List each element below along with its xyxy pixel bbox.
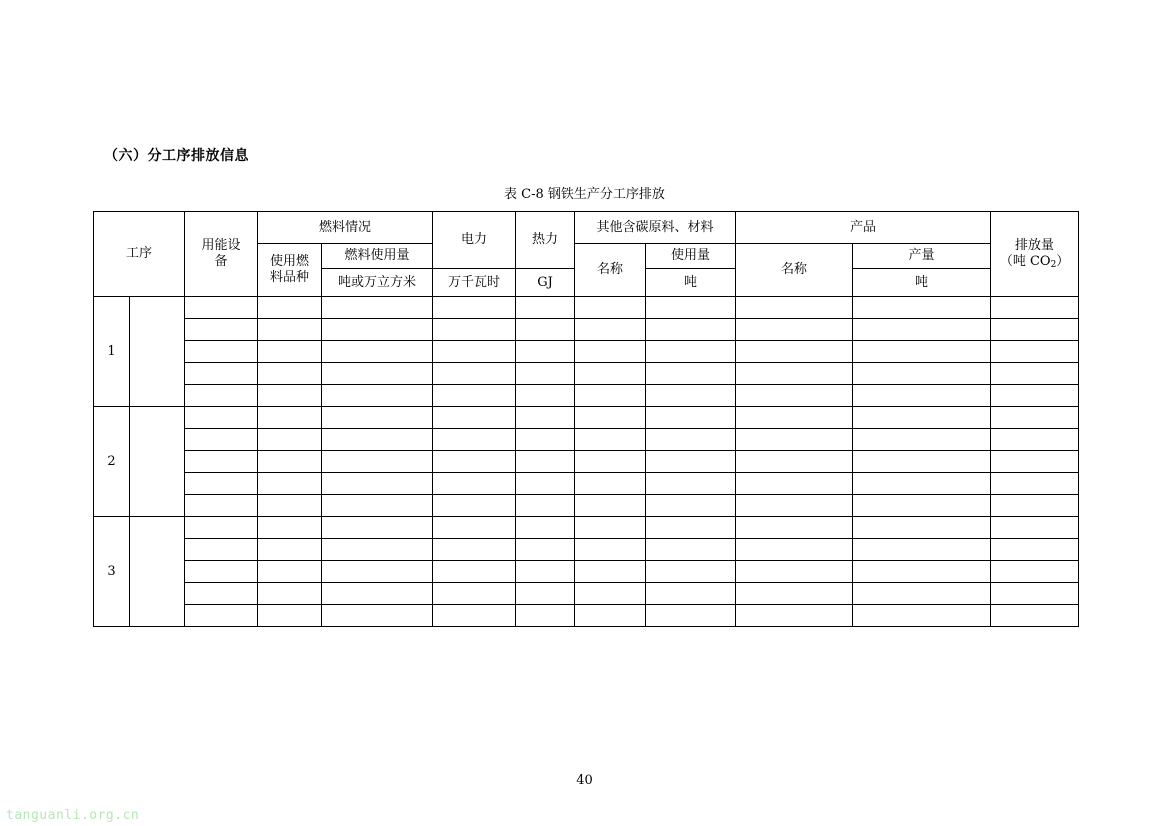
data-cell <box>736 429 853 451</box>
data-cell <box>991 451 1079 473</box>
data-cell <box>322 451 433 473</box>
table-row <box>94 429 1079 451</box>
data-cell <box>991 407 1079 429</box>
data-cell <box>258 561 322 583</box>
data-cell <box>258 429 322 451</box>
data-cell <box>185 429 258 451</box>
data-cell <box>258 319 322 341</box>
data-cell <box>575 407 646 429</box>
data-cell <box>991 473 1079 495</box>
data-cell <box>185 363 258 385</box>
data-cell <box>736 583 853 605</box>
header-electricity-unit: 万千瓦时 <box>433 269 516 297</box>
data-cell <box>516 451 575 473</box>
data-cell <box>516 517 575 539</box>
data-cell <box>433 495 516 517</box>
data-cell <box>646 319 736 341</box>
data-cell <box>575 297 646 319</box>
table-row <box>94 363 1079 385</box>
table-row <box>94 517 1079 539</box>
header-materials-group: 其他含碳原料、材料 <box>575 212 736 244</box>
data-cell <box>646 539 736 561</box>
data-cell <box>258 451 322 473</box>
data-cell <box>258 341 322 363</box>
table-row <box>94 451 1079 473</box>
header-fuel-usage-unit: 吨或万立方米 <box>322 269 433 297</box>
data-cell <box>853 495 991 517</box>
data-cell <box>991 539 1079 561</box>
header-product-name: 名称 <box>736 244 853 297</box>
data-cell <box>258 473 322 495</box>
header-emission: 排放量 （吨 $CO_2$） <box>991 212 1079 297</box>
data-cell <box>433 363 516 385</box>
data-cell <box>185 517 258 539</box>
data-cell <box>575 561 646 583</box>
data-cell <box>185 473 258 495</box>
table-row <box>94 605 1079 627</box>
data-cell <box>853 407 991 429</box>
data-cell <box>991 583 1079 605</box>
data-cell <box>646 429 736 451</box>
data-cell <box>433 407 516 429</box>
header-fuel-group: 燃料情况 <box>258 212 433 244</box>
data-cell <box>322 363 433 385</box>
data-cell <box>516 385 575 407</box>
data-cell <box>991 385 1079 407</box>
data-cell <box>322 407 433 429</box>
data-cell <box>575 539 646 561</box>
data-cell <box>736 451 853 473</box>
data-cell <box>516 341 575 363</box>
data-cell <box>516 473 575 495</box>
data-cell <box>853 605 991 627</box>
data-cell <box>516 297 575 319</box>
data-cell <box>736 385 853 407</box>
data-cell <box>646 363 736 385</box>
data-cell <box>516 605 575 627</box>
data-cell <box>322 473 433 495</box>
section-heading: （六）分工序排放信息 <box>104 148 249 164</box>
data-cell <box>575 363 646 385</box>
data-cell <box>322 319 433 341</box>
data-cell <box>433 341 516 363</box>
header-process: 工序 <box>94 212 185 297</box>
data-cell <box>516 539 575 561</box>
process-name-cell <box>130 297 185 407</box>
data-cell <box>185 407 258 429</box>
data-cell <box>433 539 516 561</box>
data-cell <box>258 495 322 517</box>
process-number: 3 <box>94 517 130 627</box>
data-cell <box>575 583 646 605</box>
data-cell <box>853 341 991 363</box>
data-cell <box>991 605 1079 627</box>
data-cell <box>185 605 258 627</box>
data-cell <box>258 407 322 429</box>
header-heat: 热力 <box>516 212 575 269</box>
data-cell <box>322 385 433 407</box>
data-cell <box>853 451 991 473</box>
data-cell <box>185 495 258 517</box>
data-cell <box>736 539 853 561</box>
table-row <box>94 561 1079 583</box>
data-cell <box>991 495 1079 517</box>
data-cell <box>322 583 433 605</box>
data-cell <box>991 517 1079 539</box>
data-cell <box>185 539 258 561</box>
data-cell <box>433 561 516 583</box>
data-cell <box>736 517 853 539</box>
table-row <box>94 319 1079 341</box>
page-number: 40 <box>576 773 593 788</box>
data-cell <box>322 605 433 627</box>
data-cell <box>575 429 646 451</box>
data-cell <box>853 363 991 385</box>
data-cell <box>322 561 433 583</box>
table-row <box>94 385 1079 407</box>
data-cell <box>646 297 736 319</box>
data-cell <box>646 407 736 429</box>
header-fuel-type: 使用燃料品种 <box>258 244 322 297</box>
data-cell <box>646 451 736 473</box>
table-row <box>94 407 1079 429</box>
data-cell <box>322 297 433 319</box>
process-name-cell <box>130 407 185 517</box>
data-cell <box>646 473 736 495</box>
data-cell <box>991 319 1079 341</box>
data-cell <box>185 341 258 363</box>
data-cell <box>322 495 433 517</box>
data-cell <box>433 451 516 473</box>
table-row <box>94 539 1079 561</box>
data-cell <box>433 297 516 319</box>
watermark: tanguanli.org.cn <box>6 808 140 823</box>
data-cell <box>736 319 853 341</box>
header-material-name: 名称 <box>575 244 646 297</box>
data-cell <box>258 583 322 605</box>
data-cell <box>991 429 1079 451</box>
data-cell <box>185 319 258 341</box>
table-row <box>94 341 1079 363</box>
data-cell <box>575 451 646 473</box>
data-cell <box>258 297 322 319</box>
data-cell <box>322 539 433 561</box>
data-cell <box>736 341 853 363</box>
data-cell <box>736 561 853 583</box>
table-row <box>94 583 1079 605</box>
data-cell <box>258 385 322 407</box>
data-cell <box>646 583 736 605</box>
data-cell <box>258 363 322 385</box>
data-cell <box>736 363 853 385</box>
header-product-output: 产量 <box>853 244 991 269</box>
data-cell <box>736 605 853 627</box>
data-cell <box>516 429 575 451</box>
data-cell <box>736 297 853 319</box>
data-cell <box>516 363 575 385</box>
data-cell <box>433 429 516 451</box>
data-cell <box>646 341 736 363</box>
data-cell <box>991 341 1079 363</box>
data-cell <box>575 605 646 627</box>
data-cell <box>185 385 258 407</box>
data-cell <box>258 605 322 627</box>
data-cell <box>853 385 991 407</box>
header-product-group: 产品 <box>736 212 991 244</box>
header-fuel-usage: 燃料使用量 <box>322 244 433 269</box>
data-cell <box>575 341 646 363</box>
data-cell <box>646 517 736 539</box>
data-cell <box>516 561 575 583</box>
header-heat-unit: GJ <box>516 269 575 297</box>
data-cell <box>853 583 991 605</box>
data-cell <box>646 495 736 517</box>
data-cell <box>853 561 991 583</box>
data-cell <box>646 561 736 583</box>
data-cell <box>433 319 516 341</box>
data-cell <box>433 517 516 539</box>
data-cell <box>433 605 516 627</box>
data-cell <box>991 363 1079 385</box>
data-cell <box>575 517 646 539</box>
data-cell <box>433 473 516 495</box>
data-cell <box>736 407 853 429</box>
table-body <box>94 297 1079 627</box>
data-cell <box>516 407 575 429</box>
header-material-usage-unit: 吨 <box>646 269 736 297</box>
data-cell <box>991 561 1079 583</box>
header-equipment: 用能设备 <box>185 212 258 297</box>
data-cell <box>185 583 258 605</box>
data-cell <box>575 319 646 341</box>
data-cell <box>853 473 991 495</box>
header-product-output-unit: 吨 <box>853 269 991 297</box>
data-cell <box>185 451 258 473</box>
process-number: 1 <box>94 297 130 407</box>
data-cell <box>853 429 991 451</box>
emission-table <box>93 211 1079 627</box>
data-cell <box>433 583 516 605</box>
data-cell <box>853 517 991 539</box>
data-cell <box>646 385 736 407</box>
data-cell <box>185 561 258 583</box>
table-row <box>94 473 1079 495</box>
data-cell <box>433 385 516 407</box>
data-cell <box>322 517 433 539</box>
data-cell <box>736 473 853 495</box>
table-row <box>94 297 1079 319</box>
data-cell <box>853 539 991 561</box>
data-cell <box>516 495 575 517</box>
data-cell <box>258 517 322 539</box>
data-cell <box>575 495 646 517</box>
process-name-cell <box>130 517 185 627</box>
data-cell <box>991 297 1079 319</box>
data-cell <box>646 605 736 627</box>
header-electricity: 电力 <box>433 212 516 269</box>
table-row <box>94 495 1079 517</box>
data-cell <box>258 539 322 561</box>
data-cell <box>853 319 991 341</box>
data-cell <box>322 341 433 363</box>
data-cell <box>322 429 433 451</box>
data-cell <box>575 473 646 495</box>
process-number: 2 <box>94 407 130 517</box>
data-cell <box>575 385 646 407</box>
data-cell <box>516 319 575 341</box>
table-caption: 表 C-8 钢铁生产分工序排放 <box>504 187 665 202</box>
data-cell <box>736 495 853 517</box>
data-cell <box>185 297 258 319</box>
data-cell <box>853 297 991 319</box>
header-material-usage: 使用量 <box>646 244 736 269</box>
data-cell <box>516 583 575 605</box>
